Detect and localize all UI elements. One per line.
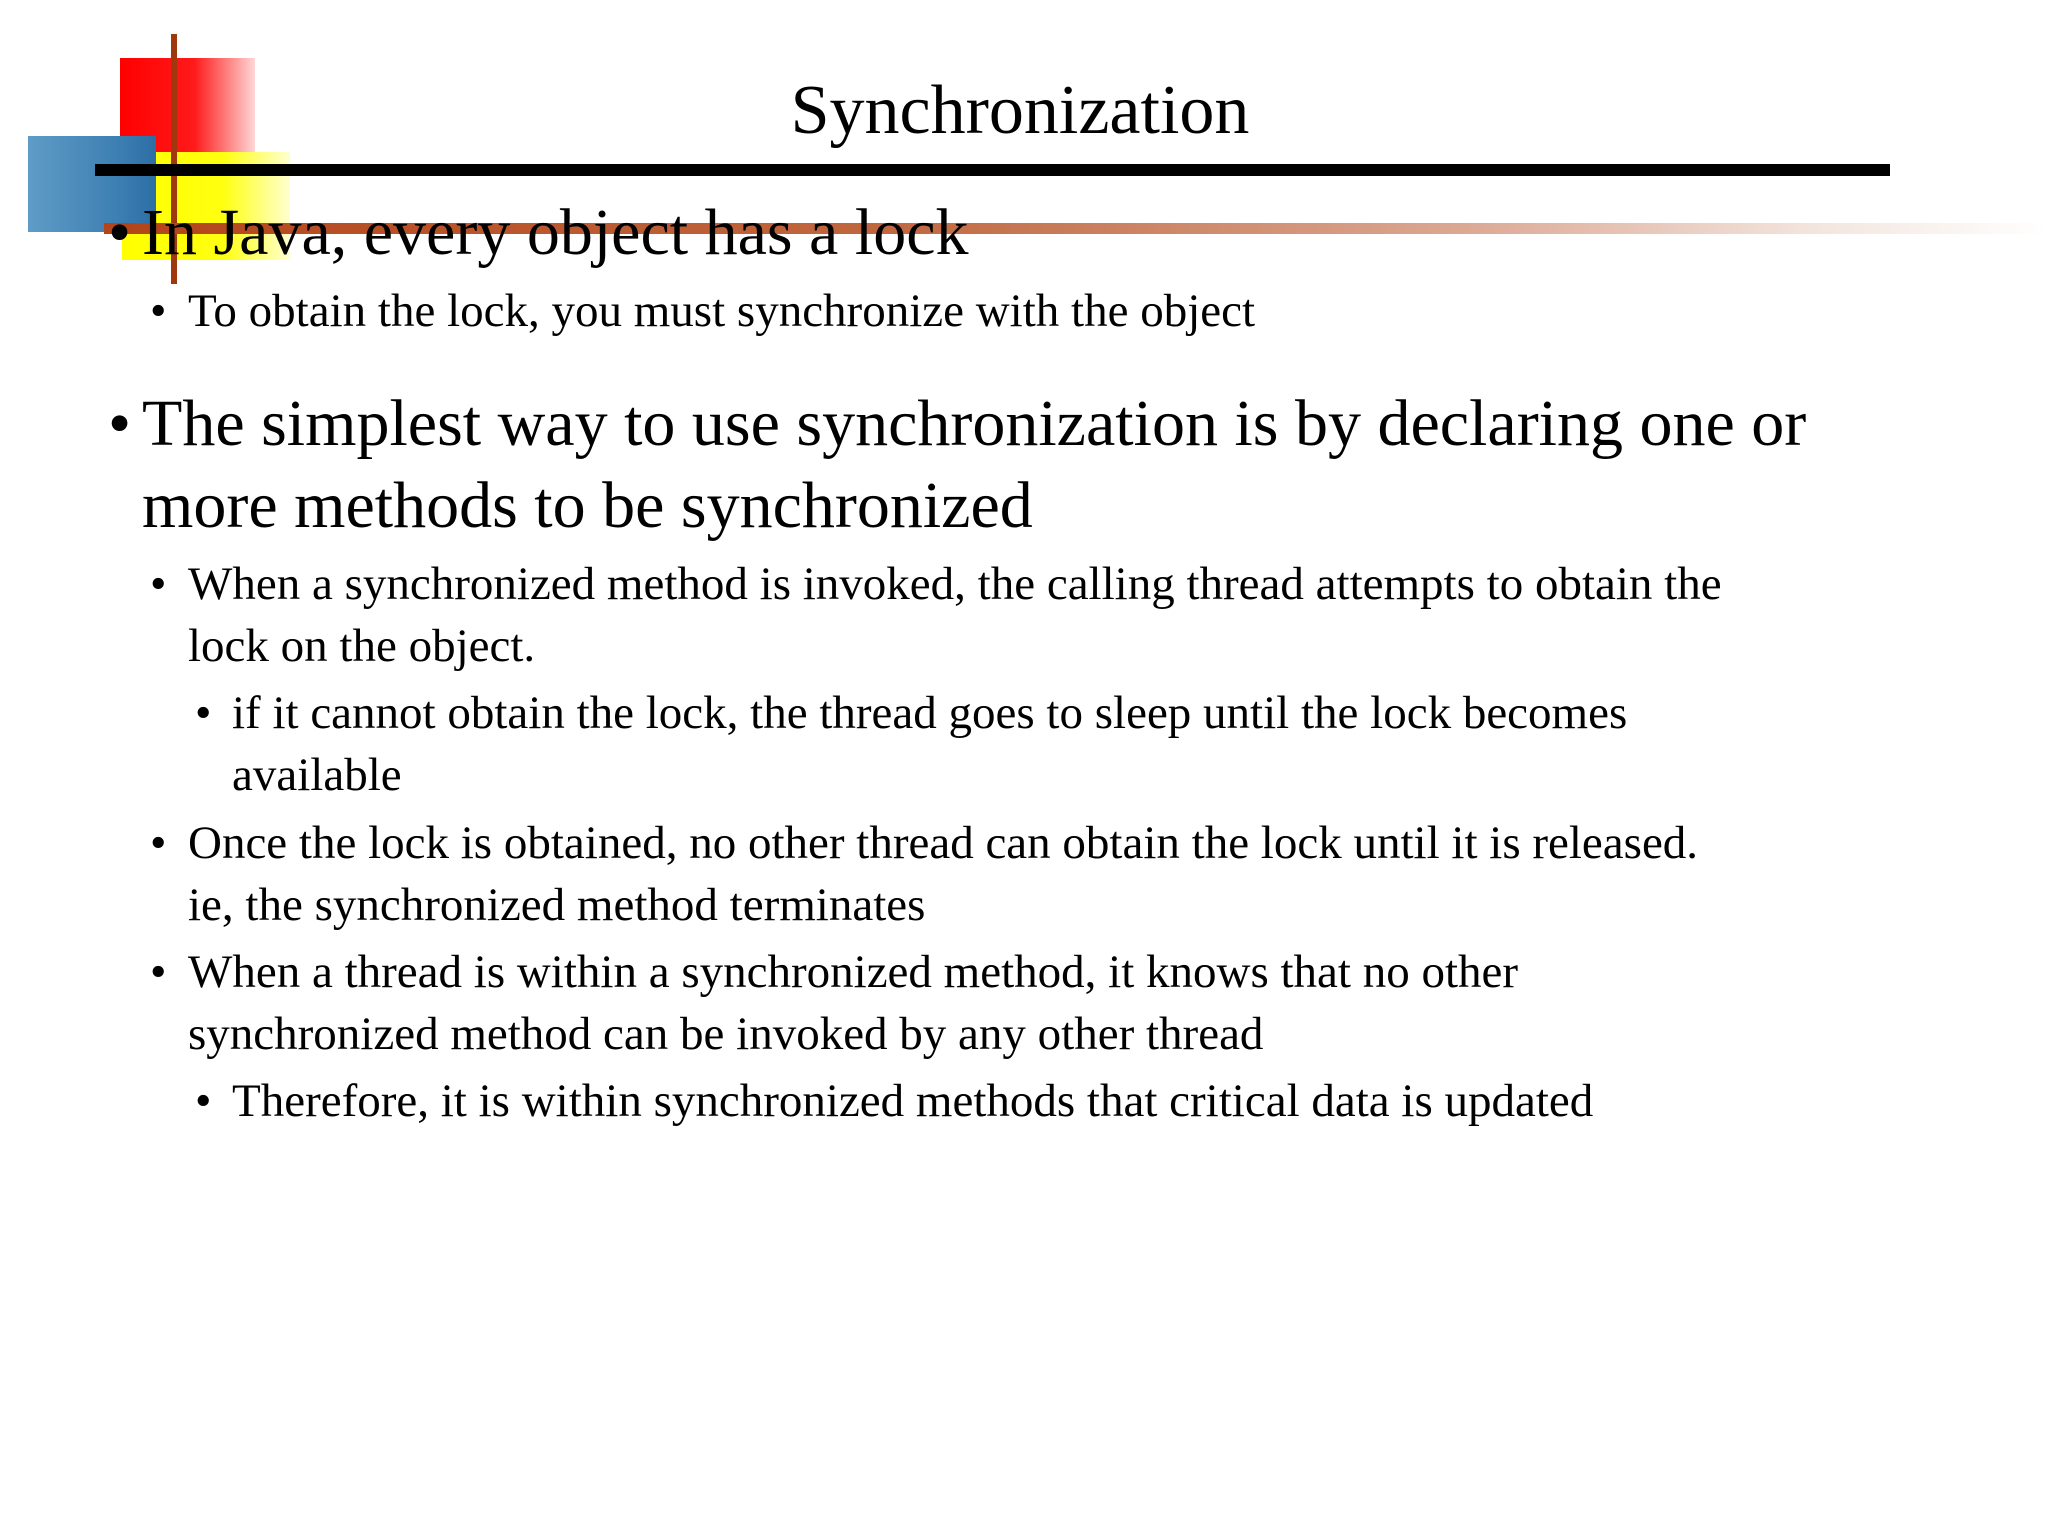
slide-title: Synchronization [790, 72, 1250, 149]
bullet-marker: • [150, 558, 167, 610]
bullet-l3-text: Therefore, it is within synchronized methods that critical data is updated [232, 1075, 1594, 1127]
bullet-marker: • [150, 817, 167, 869]
bullet-l2-text-line: When a thread is within a synchronized method, it knows that no other [188, 946, 1519, 998]
bullet-l3-text-line: available [232, 749, 402, 801]
bullet-marker: • [150, 285, 167, 337]
bullet-marker: • [108, 387, 132, 460]
bullet-marker: • [195, 1075, 212, 1127]
bullet-l2-text-line: synchronized method can be invoked by any other thread [188, 1008, 1264, 1060]
bullet-l2-text-line: ie, the synchronized method terminates [188, 879, 926, 931]
bullet-l2-text-line: lock on the object. [188, 620, 536, 672]
bullet-l1-text-line: The simplest way to use synchronization is by declaring one or [142, 387, 1807, 460]
bullet-l2-text-line: Once the lock is obtained, no other thread can obtain the lock until it is released. [188, 817, 1699, 869]
bullet-l2-text-line: When a synchronized method is invoked, the calling thread attempts to obtain the [188, 558, 1722, 610]
bullet-marker: • [195, 687, 212, 739]
bullet-l1-text-line: more methods to be synchronized [142, 469, 1033, 542]
bullet-l2-text: To obtain the lock, you must synchronize with the object [188, 285, 1256, 337]
decor-blue-square [28, 136, 156, 232]
bullet-marker: • [108, 196, 132, 269]
bullet-marker: • [150, 946, 167, 998]
bullet-l1-text: In Java, every object has a lock [142, 196, 969, 269]
title-underline-rule [95, 164, 1890, 176]
bullet-l3-text-line: if it cannot obtain the lock, the thread goes to sleep until the lock becomes [232, 687, 1628, 739]
